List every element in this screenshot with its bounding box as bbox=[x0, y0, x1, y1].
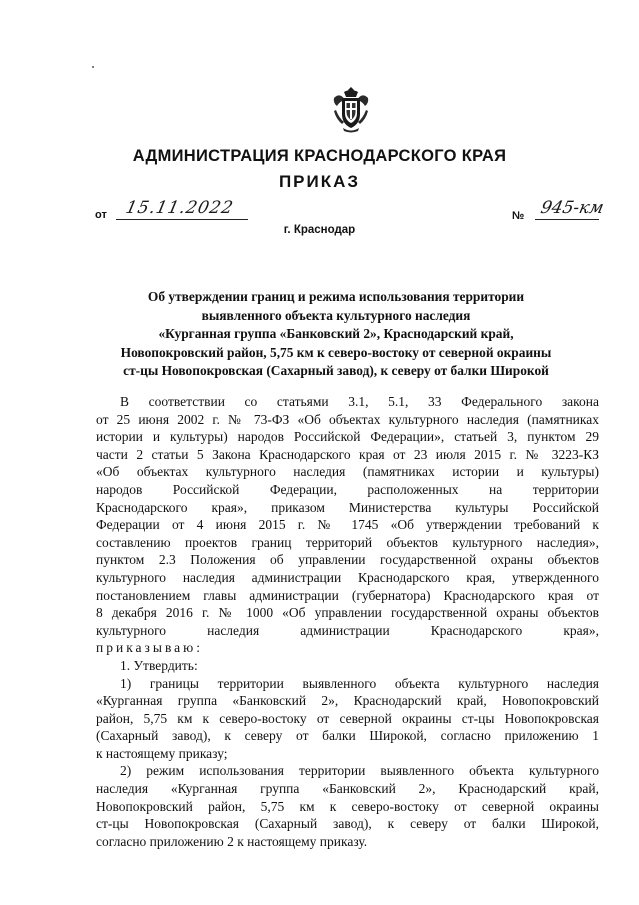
title-line: выявленного объекта культурного наследия bbox=[201, 307, 471, 323]
body-line: «Об объектах культурного наследия (памятниках истории и культуры) bbox=[96, 464, 599, 480]
body-line: составлению проектов границ территорий объектов культурного наследия», bbox=[96, 534, 599, 550]
body-line: истории и культуры) народов Российской Федерации», статьей 3, пунктом 29 bbox=[96, 429, 599, 445]
body-line: постановлением главы администрации (губернатора) Краснодарского края от bbox=[96, 587, 599, 603]
body-line: наследия «Курганная группа «Банковский 2», Краснодарский край, bbox=[96, 781, 599, 797]
document-type: ПРИКАЗ bbox=[278, 172, 361, 191]
body-line: согласно приложению 2 к настоящему приказу. bbox=[96, 833, 368, 849]
body-line: пунктом 2.3 Положения об управлении государственной охраны объектов bbox=[96, 552, 599, 568]
body-line: народов Российской Федерации, расположенных на территории bbox=[96, 481, 599, 497]
order-body bbox=[96, 393, 599, 850]
body-line: «Курганная группа «Банковский 2», Краснодарский край, Новопокровский bbox=[96, 693, 599, 709]
body-line: 2) режим использования территории выявленного объекта культурного bbox=[120, 763, 599, 779]
number-underline bbox=[535, 219, 599, 220]
title-line: «Курганная группа «Банковский 2», Краснодарский край, bbox=[158, 326, 514, 341]
title-line: ст-цы Новопокровская (Сахарный завод), к северу от балки Широкой bbox=[123, 363, 549, 378]
body-line: культурного наследия администрации Краснодарского края», bbox=[96, 622, 599, 638]
city-name: г. Краснодар bbox=[283, 224, 356, 236]
body-line: В соответствии со статьями 3.1, 5.1, 33 Федерального закона bbox=[120, 394, 599, 409]
coat-of-arms-emblem bbox=[330, 84, 372, 134]
title-line: Об утверждении границ и режима использования территории bbox=[147, 289, 525, 304]
title-line: Новопокровский район, 5,75 км к северо-востоку от северной окраины bbox=[120, 344, 552, 360]
body-line: 8 декабря 2016 г. № 1000 «Об управлении государственной охраны объектов bbox=[96, 605, 599, 621]
body-line: от 25 июня 2002 г. № 73-ФЗ «Об объектах культурного наследия (памятниках bbox=[96, 411, 599, 427]
date-underline bbox=[116, 219, 248, 220]
handwritten-number: 945-км bbox=[538, 198, 606, 218]
body-line: Новопокровский район, 5,75 км к северо-востоку от северной окраины bbox=[96, 798, 599, 814]
body-line: район, 5,75 км к северо-востоку от северной окраины ст-цы Новопокровская bbox=[96, 710, 599, 726]
body-line: культурного наследия администрации Краснодарского края, утвержденного bbox=[96, 569, 599, 585]
date-label: от bbox=[95, 209, 107, 221]
body-line: (Сахарный завод), к северу от балки Широкой, согласно приложению 1 bbox=[96, 728, 599, 744]
body-line: ст-цы Новопокровская (Сахарный завод), к северу от балки Широкой, bbox=[96, 816, 599, 832]
body-line: части 2 статьи 5 Закона Краснодарского края от 23 июля 2015 г. № 3223-КЗ bbox=[96, 446, 599, 462]
body-line: 1) границы территории выявленного объекта культурного наследия bbox=[120, 675, 599, 691]
number-label: № bbox=[512, 210, 525, 222]
body-line: Федерации от 4 июня 2015 г. № 1745 «Об утверждении требований к bbox=[96, 517, 599, 533]
body-line: Краснодарского края», приказом Министерства культуры Российской bbox=[96, 499, 599, 515]
agency-name: АДМИНИСТРАЦИЯ КРАСНОДАРСКОГО КРАЯ bbox=[132, 147, 507, 165]
order-title bbox=[86, 288, 586, 381]
scan-speck bbox=[92, 66, 94, 68]
order-directive: приказываю: bbox=[96, 640, 203, 656]
body-line: к настоящему приказу; bbox=[96, 745, 228, 761]
clause-heading: 1. Утвердить: bbox=[120, 657, 198, 673]
handwritten-date: 15.11.2022 bbox=[123, 198, 236, 218]
